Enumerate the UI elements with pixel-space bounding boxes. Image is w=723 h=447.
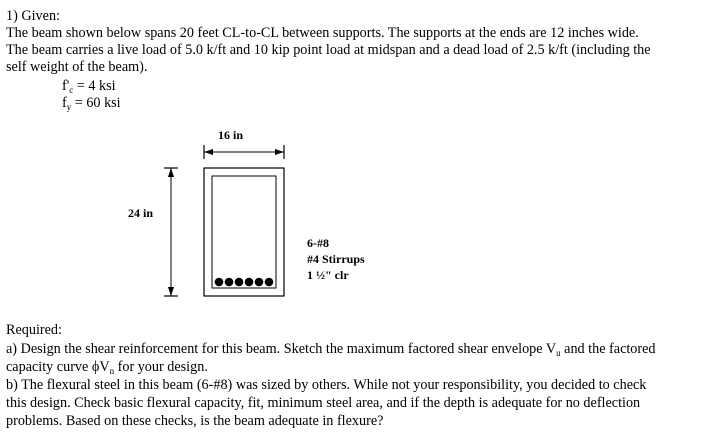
fy-subscript: y	[66, 102, 72, 112]
required-a-line-2	[6, 359, 208, 375]
fc-property	[62, 78, 116, 94]
rebar-6	[265, 278, 274, 287]
rebar-5	[255, 278, 264, 287]
required-a-text-2-end: for your design.	[114, 359, 208, 375]
required-heading: Required:	[6, 322, 62, 338]
fc-symbol: f'	[62, 78, 70, 94]
given-line-1: The beam shown below spans 20 feet CL-to-CL between supports. The supports at the ends are 12 inches wide.	[6, 25, 639, 41]
problem-heading: 1) Given:	[6, 8, 60, 24]
required-b-line-3: problems. Based on these checks, is the beam adequate in flexure?	[6, 413, 384, 429]
required-a-line-1	[6, 341, 656, 357]
width-dimension	[204, 145, 284, 159]
required-a-text-2: capacity curve ϕV	[6, 359, 110, 375]
beam-cross-section-drawing	[120, 120, 410, 310]
beam-cross-section-figure	[120, 120, 410, 310]
rebar-2	[225, 278, 234, 287]
reinforcement-notes	[307, 235, 365, 283]
height-dimension	[164, 168, 178, 296]
given-line-3: self weight of the beam).	[6, 59, 148, 75]
steel-label: 6-#8	[307, 236, 329, 250]
fc-subscript: c	[69, 85, 74, 95]
height-label: 24 in	[128, 206, 154, 220]
required-a-text-1-end: and the factored	[560, 341, 656, 357]
fy-value: = 60 ksi	[71, 95, 121, 111]
vn-subscript: n	[109, 366, 115, 376]
stirrup-label: #4 Stirrups	[307, 252, 365, 266]
required-b-line-2: this design. Check basic flexural capacity, fit, minimum steel area, and if the depth is adequate for no deflection	[6, 395, 641, 411]
required-b-line-1: b) The flexural steel in this beam (6-#8) was sized by others. While not your responsibility, you decided to check	[6, 377, 647, 393]
given-line-2: The beam carries a live load of 5.0 k/ft and 10 kip point load at midspan and a dead load of 2.5 k/ft (including the	[6, 42, 651, 58]
rebar-1	[215, 278, 224, 287]
rebar-3	[235, 278, 244, 287]
vu-subscript: u	[556, 348, 561, 358]
fy-symbol: f	[62, 95, 67, 111]
rebar-4	[245, 278, 254, 287]
fc-value: = 4 ksi	[73, 78, 116, 94]
fy-property	[62, 95, 121, 111]
required-a-text-1: a) Design the shear reinforcement for this beam. Sketch the maximum factored shear envelope V	[6, 341, 557, 357]
cover-label: 1 ½" clr	[307, 268, 349, 282]
width-label: 16 in	[218, 128, 244, 142]
beam-outline	[204, 168, 284, 296]
